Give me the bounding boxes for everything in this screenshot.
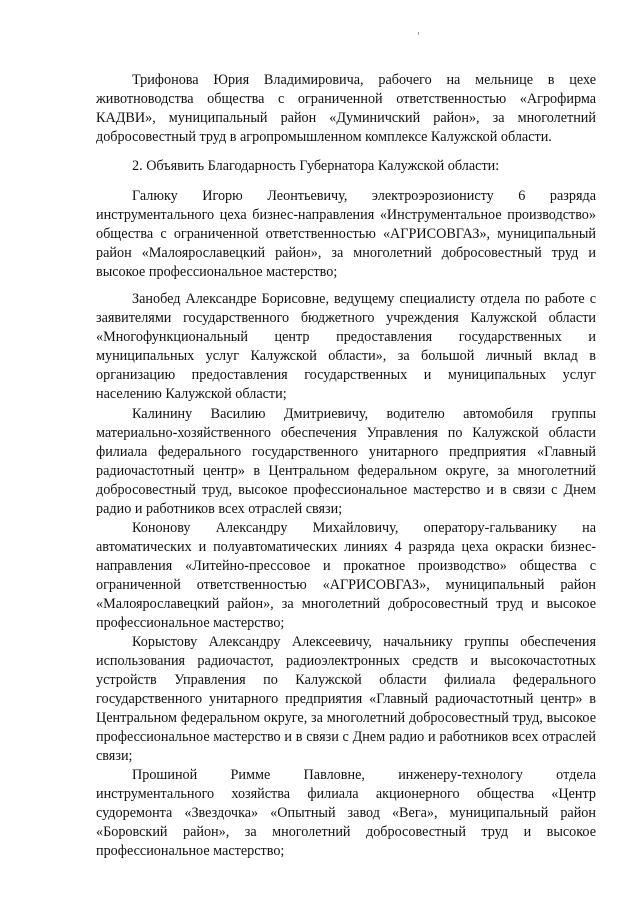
paragraph-kononov: Кононову Александру Михайловичу, оператору-гальванику на автоматических и полуавтоматических линиях 4 разряда цеха окраски бизнес-направления «Литейно-прессовое и прокатное производство» общества с ограниченной ответственностью «АГРИСОВГАЗ», муниципальный район «Малоярославецкий район», за многолетний добросовестный труд и высокое профессиональное мастерство;: [96, 520, 596, 631]
scan-mark: [418, 32, 419, 35]
paragraph-section-2-heading: 2. Объявить Благодарность Губернатора Калужской области:: [132, 158, 500, 174]
paragraph-trifonov: Трифонова Юрия Владимировича, рабочего на мельнице в цехе животноводства общества с ограниченной ответственностью «Агрофирма КАДВИ», муниципальный район «Думиничский район», за многолетний добросовестный труд в агропромышленном комплексе Калужской области.: [96, 72, 596, 145]
paragraph-korystov: Корыстову Александру Алексеевичу, начальнику группы обеспечения использования радиочастот, радиоэлектронных средств и высокочастотных устройств Управления по Калужской области филиала федерального государственного унитарного предприятия «Главный радиочастотный центр» в Центральном федеральном округе, за многолетний добросовестный труд, высокое профессиональное мастерство и в связи с Днем радио и работников всех отраслей связи;: [96, 634, 596, 764]
paragraph-galyuk: Галюку Игорю Леонтьевичу, электроэрозионисту 6 разряда инструментального цеха бизнес-направления «Инструментальное производство» общества с ограниченной ответственностью «АГРИСОВГАЗ», муниципальный район «Малоярославецкий район», за многолетний добросовестный труд и высокое профессиональное мастерство;: [96, 188, 596, 280]
paragraph-proshina: Прошиной Римме Павловне, инженеру-технологу отдела инструментального хозяйства филиала акционерного общества «Центр судоремонта «Звездочка» «Опытный завод «Вега», муниципальный район «Боровский район», за многолетний добросовестный труд и высокое профессиональное мастерство;: [96, 767, 596, 859]
paragraph-kalinin: Калинину Василию Дмитриевичу, водителю автомобиля группы материально-хозяйственного обеспечения Управления по Калужской области филиала федерального государственного унитарного предприятия «Главный радиочастотный центр» в Центральном федеральном округе, за многолетний добросовестный труд, высокое профессиональное мастерство и в связи с Днем радио и работников всех отраслей связи;: [96, 406, 596, 517]
paragraph-zanobed: Занобед Александре Борисовне, ведущему специалисту отдела по работе с заявителями государственного бюджетного учреждения Калужской области «Многофункциональный центр предоставления государственных и муниципальных услуг Калужской области», за большой личный вклад в организацию предоставления государственных и муниципальных услуг населению Калужской области;: [96, 291, 596, 402]
